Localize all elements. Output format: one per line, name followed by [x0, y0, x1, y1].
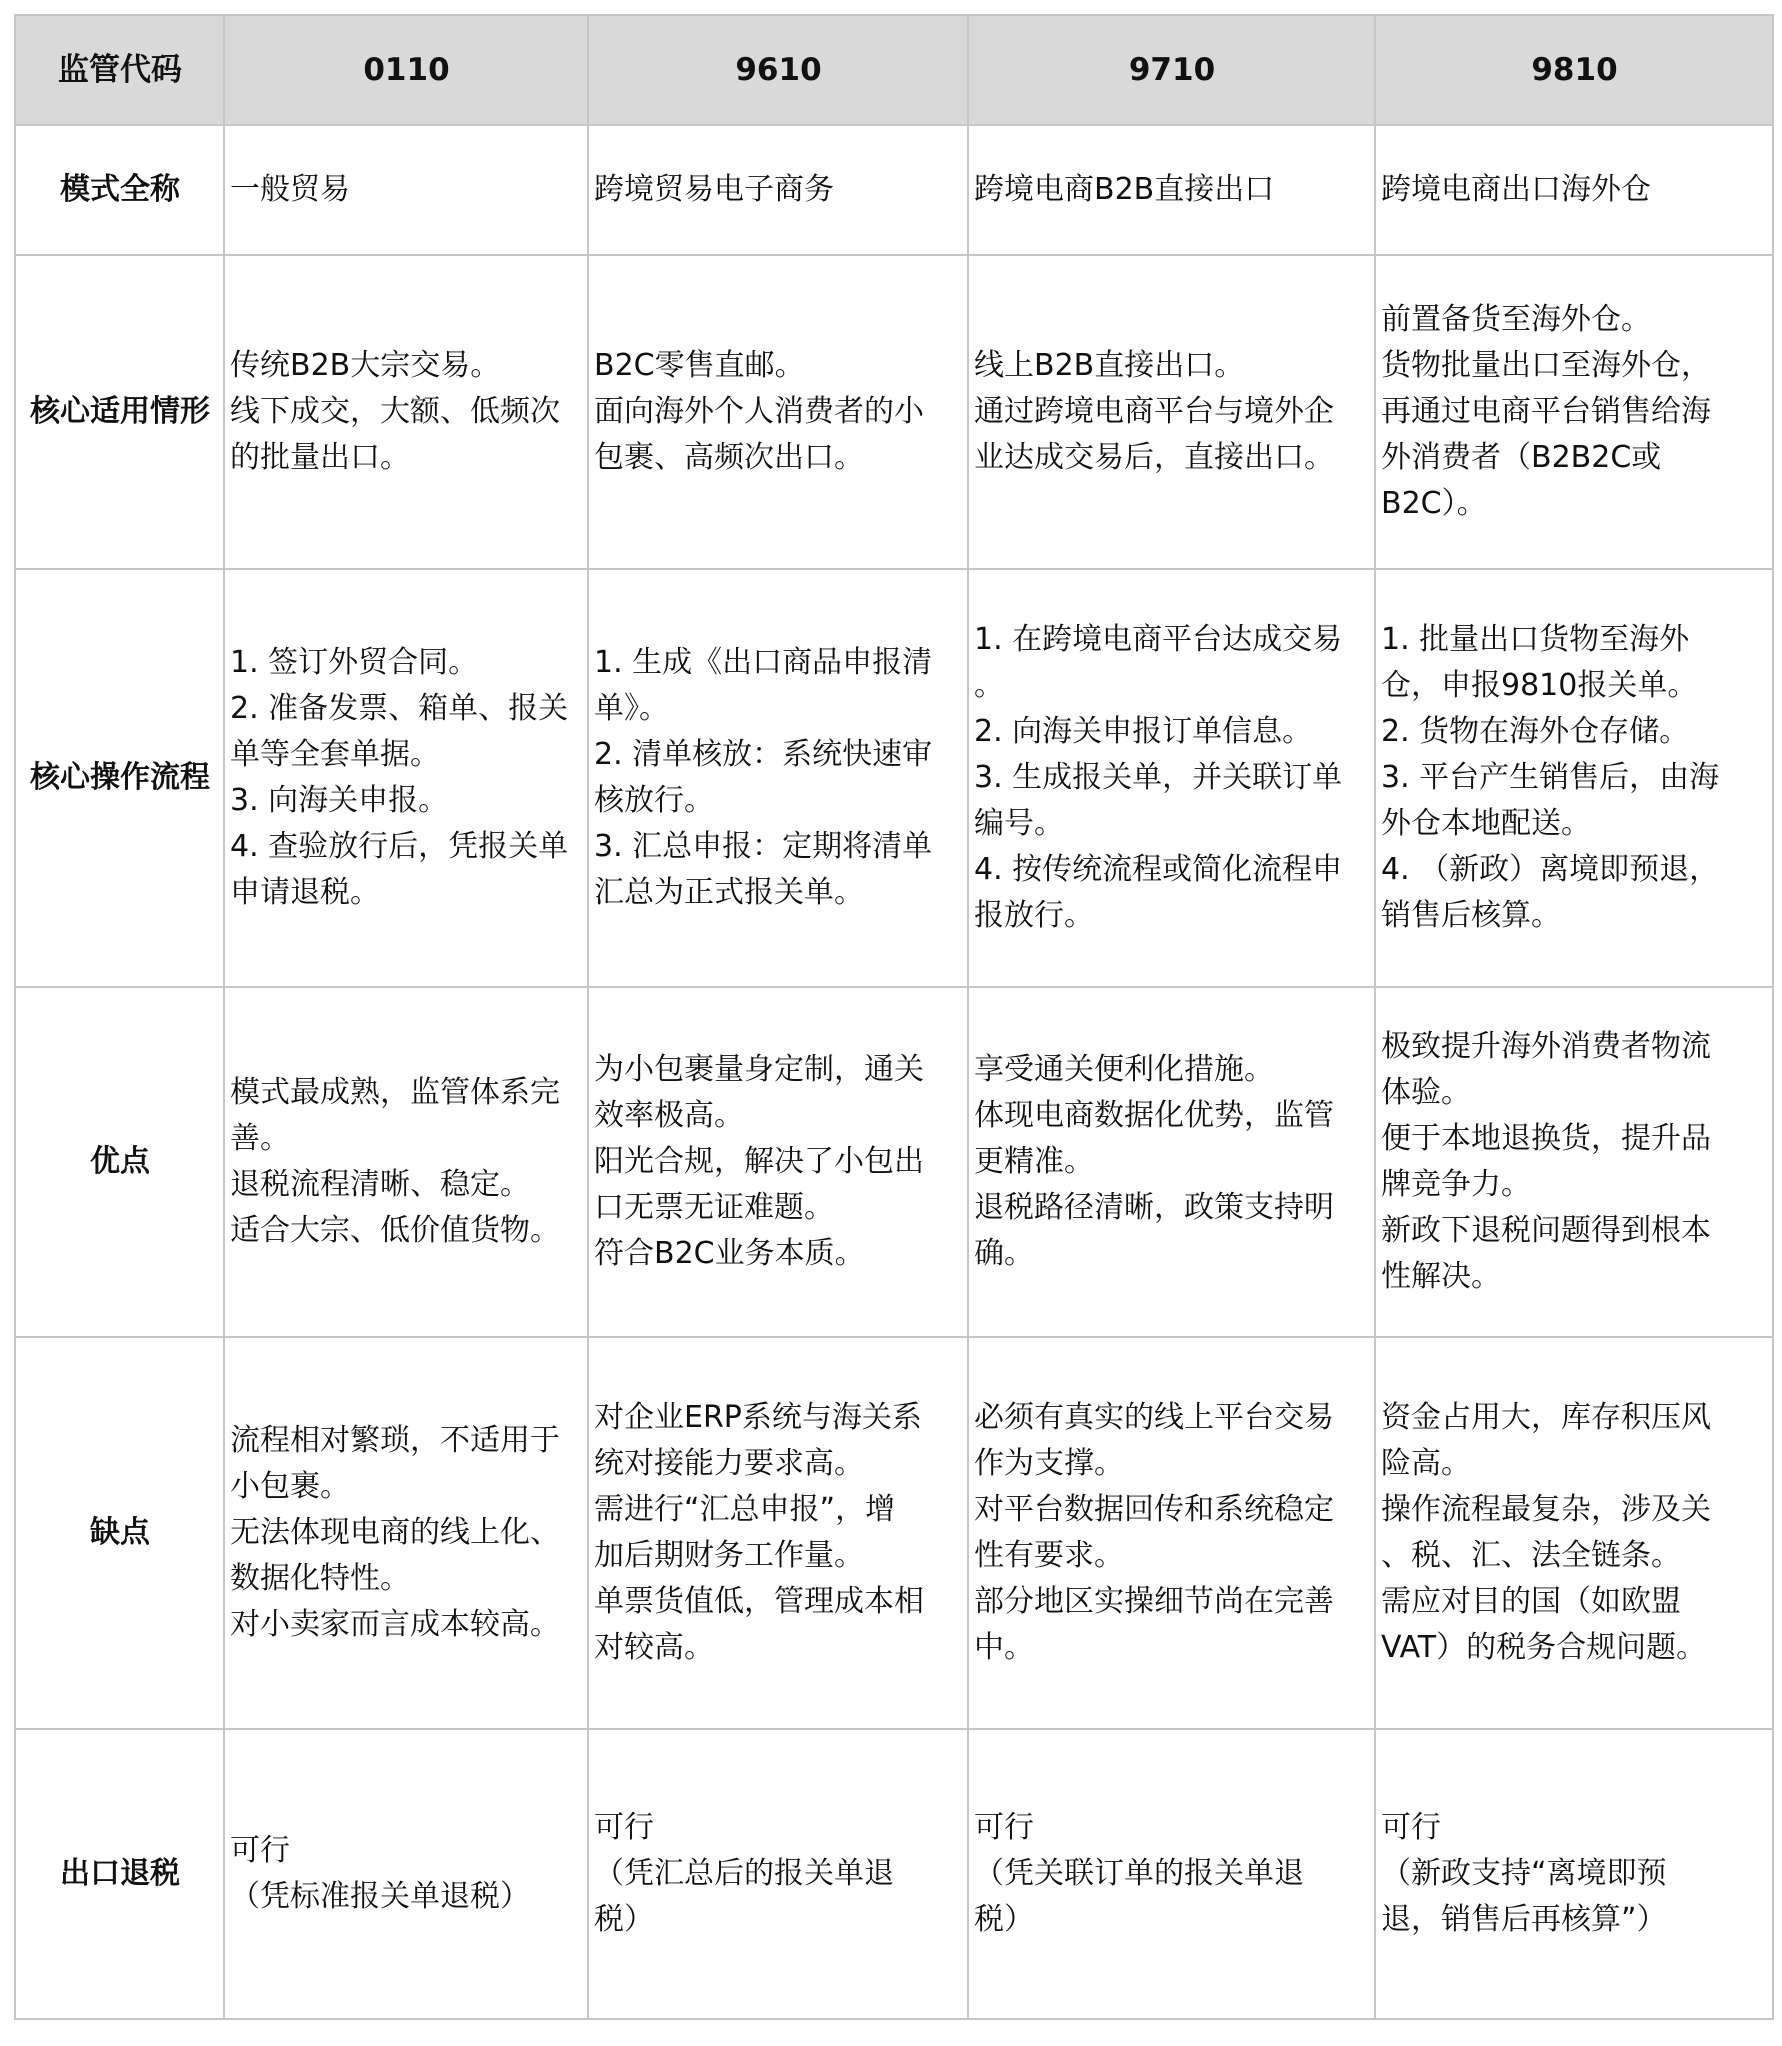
- cell-text-line: 险高。: [1381, 1446, 1471, 1481]
- cell-9610: [588, 255, 968, 569]
- cell-text-line: 符合B2C业务本质。: [594, 1236, 865, 1271]
- cell-text-line: 包裹、高频次出口。: [594, 440, 864, 475]
- cell-text-line: （凭标准报关单退税）: [230, 1879, 530, 1914]
- cell-9710: [968, 1729, 1375, 2019]
- cell-text-line: 一般贸易: [230, 172, 350, 207]
- cell-text-line: B2C零售直邮。: [594, 348, 805, 383]
- cell-text-line: 3. 汇总申报：定期将清单: [594, 829, 933, 864]
- cell-0110: [224, 569, 588, 987]
- cell-text-line: 2. 清单核放：系统快速审: [594, 737, 933, 772]
- cell-text-line: 退税流程清晰、稳定。: [230, 1167, 530, 1202]
- cell-9710: [968, 569, 1375, 987]
- cell-text-line: 操作流程最复杂，涉及关: [1381, 1492, 1711, 1527]
- cell-text-line: 效率极高。: [594, 1098, 744, 1133]
- cell-text-line: 极致提升海外消费者物流: [1381, 1029, 1711, 1064]
- cell-text-line: 的批量出口。: [230, 440, 410, 475]
- cell-0110: [224, 255, 588, 569]
- cell-text-line: 货物批量出口至海外仓，: [1381, 348, 1711, 383]
- row-label: 缺点: [15, 1337, 224, 1729]
- cell-text-line: 加后期财务工作量。: [594, 1538, 864, 1573]
- cell-text-line: 流程相对繁琐，不适用于: [230, 1423, 560, 1458]
- row-label: 优点: [15, 987, 224, 1337]
- export-tax-refund-row: [15, 1729, 1773, 2019]
- cell-text-line: 4. 查验放行后，凭报关单: [230, 829, 569, 864]
- cell-text-line: 阳光合规，解决了小包出: [594, 1144, 924, 1179]
- cell-text-line: 通过跨境电商平台与境外企: [974, 394, 1334, 429]
- cell-text-line: （新政支持“离境即预: [1381, 1856, 1667, 1891]
- cell-text-line: 跨境电商出口海外仓: [1381, 172, 1651, 207]
- header-code-9610: 9610: [588, 15, 968, 125]
- cell-9810: [1375, 987, 1773, 1337]
- cell-text-line: 1. 签订外贸合同。: [230, 645, 479, 680]
- cell-text-line: 牌竞争力。: [1381, 1167, 1531, 1202]
- cell-text-line: 必须有真实的线上平台交易: [974, 1400, 1334, 1435]
- cell-text-line: 传统B2B大宗交易。: [230, 348, 501, 383]
- cell-text-line: 1. 批量出口货物至海外: [1381, 622, 1690, 657]
- cell-text-line: 汇总为正式报关单。: [594, 875, 864, 910]
- cell-text-line: 线上B2B直接出口。: [974, 348, 1245, 383]
- cell-text-line: 作为支撑。: [974, 1446, 1124, 1481]
- cell-text-line: 统对接能力要求高。: [594, 1446, 864, 1481]
- cell-text-line: 对较高。: [594, 1630, 714, 1665]
- header-code-9810: 9810: [1375, 15, 1773, 125]
- cell-text-line: （凭关联订单的报关单退: [974, 1856, 1304, 1891]
- cell-text-line: 单等全套单据。: [230, 737, 440, 772]
- row-label: 出口退税: [15, 1729, 224, 2019]
- row-label: 模式全称: [15, 125, 224, 255]
- cell-text-line: 3. 向海关申报。: [230, 783, 449, 818]
- cell-text-line: 可行: [230, 1833, 290, 1868]
- cell-0110: [224, 1337, 588, 1729]
- cell-text-line: 享受通关便利化措施。: [974, 1052, 1274, 1087]
- cell-text-line: 前置备货至海外仓。: [1381, 302, 1651, 337]
- cell-text-line: 适合大宗、低价值货物。: [230, 1213, 560, 1248]
- cell-0110: [224, 987, 588, 1337]
- cell-text-line: 业达成交易后，直接出口。: [974, 440, 1334, 475]
- header-code-0110: 0110: [224, 15, 588, 125]
- cell-9610: [588, 569, 968, 987]
- cell-text-line: 外仓本地配送。: [1381, 806, 1591, 841]
- cell-text-line: 无法体现电商的线上化、: [230, 1515, 560, 1550]
- cell-text-line: VAT）的税务合规问题。: [1381, 1630, 1707, 1665]
- cell-text-line: 税）: [974, 1902, 1034, 1937]
- cell-text-line: 2. 准备发票、箱单、报关: [230, 691, 569, 726]
- cell-text-line: 1. 在跨境电商平台达成交易: [974, 622, 1343, 657]
- cell-text-line: 单票货值低，管理成本相: [594, 1584, 924, 1619]
- cell-9710: [968, 987, 1375, 1337]
- customs-code-comparison-table: [14, 14, 1774, 2020]
- mode-name-row: [15, 125, 1773, 255]
- cell-0110: [224, 125, 588, 255]
- cell-0110: [224, 1729, 588, 2019]
- cell-text-line: 跨境电商B2B直接出口: [974, 172, 1275, 207]
- cell-9710: [968, 125, 1375, 255]
- cell-text-line: 数据化特性。: [230, 1561, 410, 1596]
- disadvantages-row: [15, 1337, 1773, 1729]
- cell-text-line: 面向海外个人消费者的小: [594, 394, 924, 429]
- cell-text-line: 体验。: [1381, 1075, 1471, 1110]
- table-container: [14, 14, 1774, 2020]
- cell-text-line: 可行: [594, 1810, 654, 1845]
- header-label: 监管代码: [15, 15, 224, 125]
- cell-9610: [588, 1729, 968, 2019]
- cell-text-line: 外消费者（B2B2C或: [1381, 440, 1662, 475]
- row-label: 核心适用情形: [15, 255, 224, 569]
- cell-text-line: 对小卖家而言成本较高。: [230, 1607, 560, 1642]
- cell-text-line: 3. 生成报关单，并关联订单: [974, 760, 1343, 795]
- cell-text-line: 对企业ERP系统与海关系: [594, 1400, 922, 1435]
- cell-9810: [1375, 1337, 1773, 1729]
- advantages-row: [15, 987, 1773, 1337]
- cell-text-line: 单》。: [594, 691, 669, 726]
- cell-text-line: 2. 货物在海外仓存储。: [1381, 714, 1690, 749]
- row-label: 核心操作流程: [15, 569, 224, 987]
- cell-text-line: 。: [974, 668, 1004, 703]
- cell-text-line: 确。: [974, 1236, 1034, 1271]
- cell-text-line: 退税路径清晰，政策支持明: [974, 1190, 1334, 1225]
- cell-text-line: 需应对目的国（如欧盟: [1381, 1584, 1681, 1619]
- cell-text-line: 可行: [1381, 1810, 1441, 1845]
- cell-text-line: 线下成交，大额、低频次: [230, 394, 560, 429]
- cell-text-line: 中。: [974, 1630, 1034, 1665]
- cell-text-line: 可行: [974, 1810, 1034, 1845]
- cell-text-line: 需进行“汇总申报”，增: [594, 1492, 896, 1527]
- cell-9810: [1375, 255, 1773, 569]
- cell-text-line: 更精准。: [974, 1144, 1094, 1179]
- cell-text-line: 善。: [230, 1121, 290, 1156]
- cell-text-line: 再通过电商平台销售给海: [1381, 394, 1711, 429]
- cell-text-line: 退，销售后再核算”）: [1381, 1902, 1667, 1937]
- cell-text-line: 模式最成熟，监管体系完: [230, 1075, 560, 1110]
- cell-9610: [588, 125, 968, 255]
- cell-text-line: 、税、汇、法全链条。: [1381, 1538, 1681, 1573]
- cell-text-line: 编号。: [974, 806, 1064, 841]
- cell-text-line: 对平台数据回传和系统稳定: [974, 1492, 1334, 1527]
- cell-text-line: 新政下退税问题得到根本: [1381, 1213, 1711, 1248]
- header-row: [15, 15, 1773, 125]
- cell-text-line: 资金占用大，库存积压风: [1381, 1400, 1711, 1435]
- cell-text-line: 体现电商数据化优势，监管: [974, 1098, 1334, 1133]
- cell-text-line: B2C）。: [1381, 486, 1487, 521]
- cell-text-line: 4. （新政）离境即预退，: [1381, 852, 1720, 887]
- header-code-9710: 9710: [968, 15, 1375, 125]
- cell-9810: [1375, 1729, 1773, 2019]
- cell-9610: [588, 1337, 968, 1729]
- cell-9610: [588, 987, 968, 1337]
- cell-9710: [968, 255, 1375, 569]
- operation-process-row: [15, 569, 1773, 987]
- cell-text-line: 报放行。: [974, 898, 1094, 933]
- cell-text-line: 口无票无证难题。: [594, 1190, 834, 1225]
- cell-text-line: 仓，申报9810报关单。: [1381, 668, 1698, 703]
- cell-9710: [968, 1337, 1375, 1729]
- cell-text-line: 4. 按传统流程或简化流程申: [974, 852, 1343, 887]
- cell-text-line: 便于本地退换货，提升品: [1381, 1121, 1711, 1156]
- cell-9810: [1375, 125, 1773, 255]
- cell-text-line: 销售后核算。: [1381, 898, 1561, 933]
- cell-text-line: 2. 向海关申报订单信息。: [974, 714, 1313, 749]
- cell-9810: [1375, 569, 1773, 987]
- cell-text-line: 性解决。: [1381, 1259, 1501, 1294]
- cell-text-line: 1. 生成《出口商品申报清: [594, 645, 933, 680]
- cell-text-line: 税）: [594, 1902, 654, 1937]
- cell-text-line: 为小包裹量身定制，通关: [594, 1052, 924, 1087]
- cell-text-line: 跨境贸易电子商务: [594, 172, 834, 207]
- cell-text-line: 小包裹。: [230, 1469, 350, 1504]
- cell-text-line: 申请退税。: [230, 875, 380, 910]
- cell-text-line: 3. 平台产生销售后，由海: [1381, 760, 1720, 795]
- applicable-scenario-row: [15, 255, 1773, 569]
- cell-text-line: 部分地区实操细节尚在完善: [974, 1584, 1334, 1619]
- cell-text-line: 性有要求。: [974, 1538, 1124, 1573]
- cell-text-line: 核放行。: [594, 783, 714, 818]
- cell-text-line: （凭汇总后的报关单退: [594, 1856, 894, 1891]
